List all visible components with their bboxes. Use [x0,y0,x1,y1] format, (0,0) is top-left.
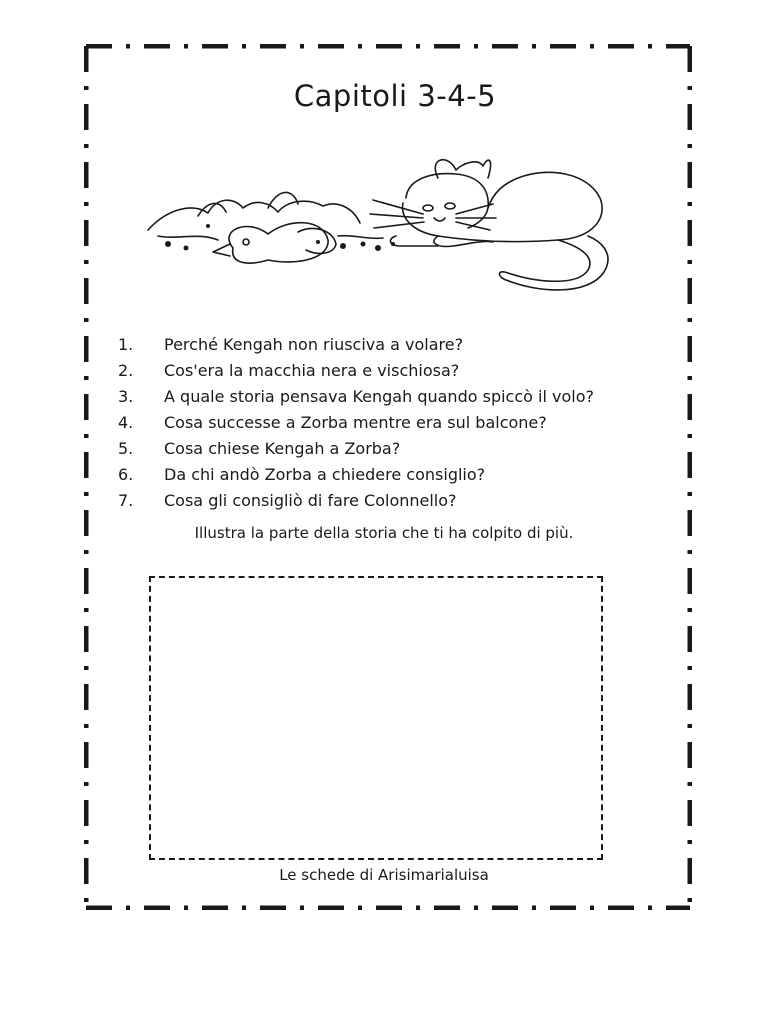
question-text: Cosa successe a Zorba mentre era sul balcone? [164,413,547,432]
question-number: 2. [118,361,134,380]
question-number: 4. [118,413,134,432]
question-item [118,462,594,488]
cat-and-seagull-icon [138,148,618,298]
question-item [118,410,594,436]
question-text: Da chi andò Zorba a chiedere consiglio? [164,465,486,484]
question-text: Cosa chiese Kengah a Zorba? [164,439,401,458]
drawing-instruction: Illustra la parte della storia che ti ha colpito di più. [194,524,574,542]
question-number: 7. [118,491,134,510]
question-text: Cosa gli consigliò di fare Colonnello? [164,491,457,510]
question-list [118,332,594,514]
question-text: Cos'era la macchia nera e vischiosa? [164,361,460,380]
question-number: 3. [118,387,134,406]
question-item [118,384,594,410]
question-item [118,332,594,358]
drawing-area[interactable] [149,576,603,860]
question-item [118,436,594,462]
question-number: 1. [118,335,134,354]
question-number: 6. [118,465,134,484]
author-credit: Le schede di Arisimarialuisa [279,866,489,884]
question-text: Perché Kengah non riusciva a volare? [164,335,464,354]
question-text: A quale storia pensava Kengah quando spiccò il volo? [164,387,594,406]
question-item [118,358,594,384]
question-number: 5. [118,439,134,458]
question-item [118,488,594,514]
page-title: Capitoli 3-4-5 [293,79,497,114]
